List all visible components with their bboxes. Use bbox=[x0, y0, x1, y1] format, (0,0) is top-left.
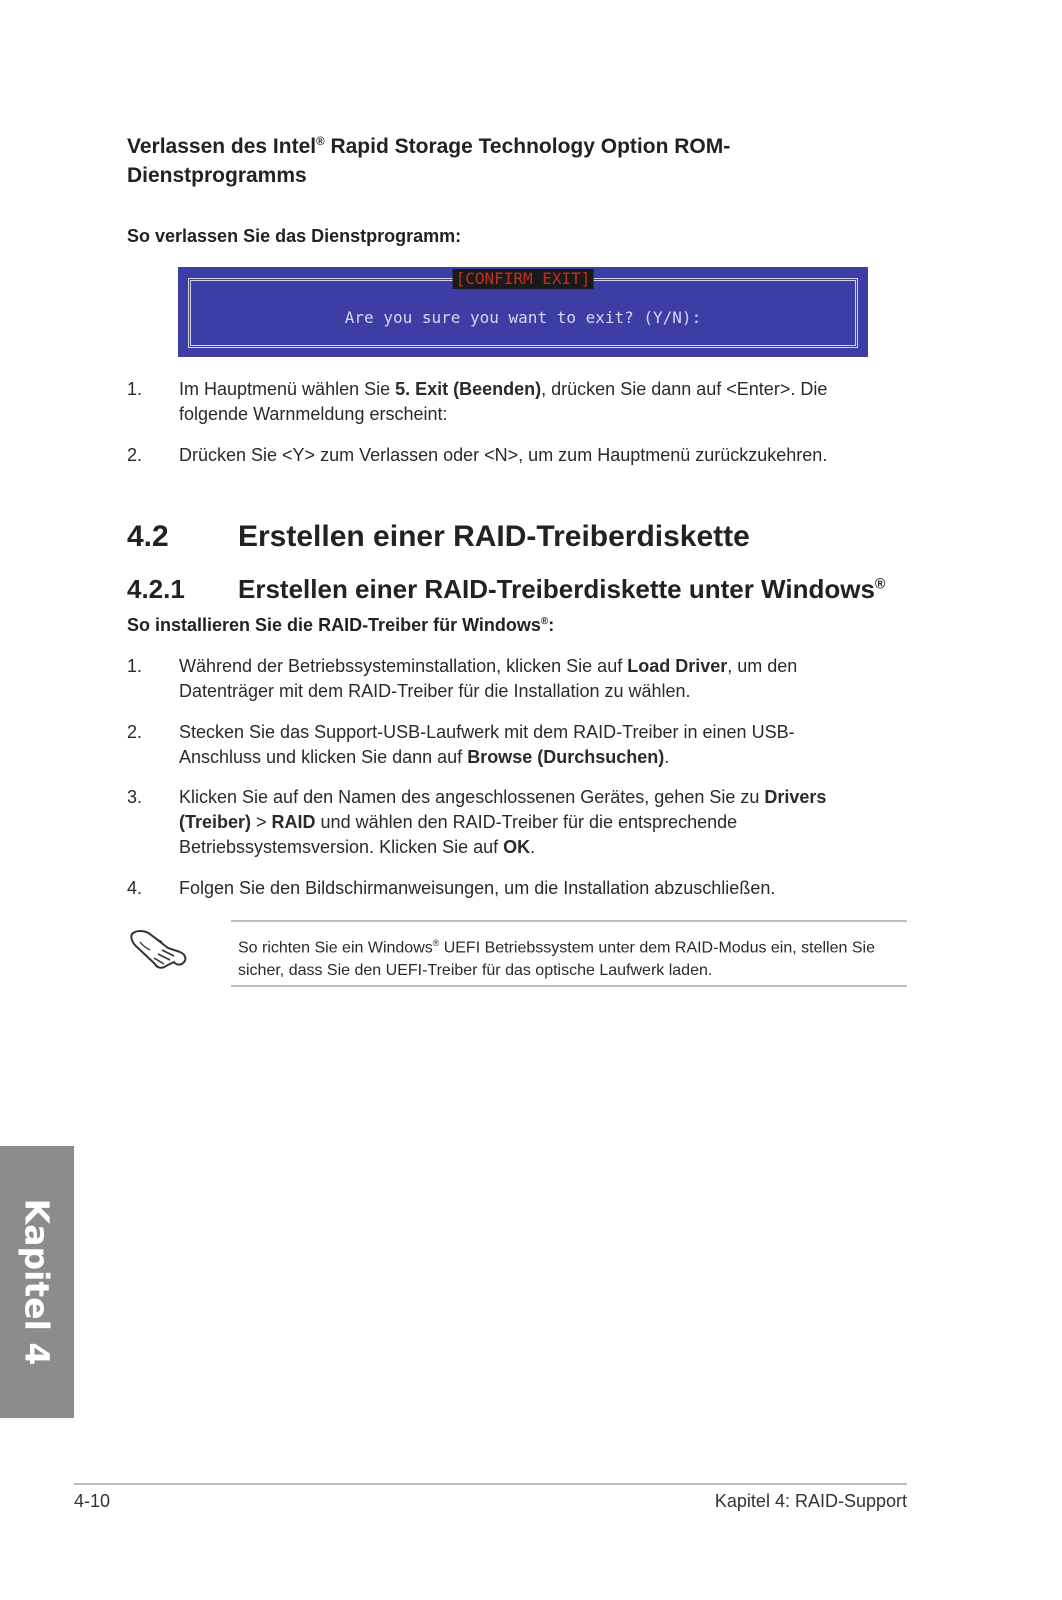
section-title: Verlassen des Intel® Rapid Storage Technology Option ROM- Dienstprogramms bbox=[127, 135, 731, 187]
hand-note-icon bbox=[128, 926, 190, 974]
exit-subheading: So verlassen Sie das Dienstprogramm: bbox=[127, 226, 462, 246]
console-message: Are you sure you want to exit? (Y/N): bbox=[344, 308, 702, 327]
footer-rule bbox=[74, 1483, 907, 1485]
list-item: 1. Während der Betriebssysteminstallation, klicken Sie auf Load Driver, um den Datenträger mit dem RAID-Treiber für die Installation zu wählen. bbox=[127, 656, 798, 701]
note-bottom-rule bbox=[231, 985, 907, 987]
list-item: 4. Folgen Sie den Bildschirmanweisungen, um die Installation abzuschließen. bbox=[127, 878, 776, 898]
footer-chapter: Kapitel 4: RAID-Support bbox=[714, 1491, 907, 1511]
note-top-rule bbox=[231, 920, 907, 922]
heading-4-2-1: 4.2.1 Erstellen einer RAID-Treiberdiskette unter Windows® bbox=[127, 574, 886, 604]
heading-4-2: 4.2 Erstellen einer RAID-Treiberdiskette bbox=[127, 520, 750, 553]
console-title: [CONFIRM EXIT] bbox=[453, 269, 594, 289]
install-subheading: So installieren Sie die RAID-Treiber für Windows®: bbox=[127, 615, 555, 635]
chapter-side-tab bbox=[0, 1146, 74, 1418]
list-item: 2. Drücken Sie <Y> zum Verlassen oder <N>, um zum Hauptmenü zurückzukehren. bbox=[127, 445, 828, 465]
note-text: So richten Sie ein Windows® UEFI Betriebssystem unter dem RAID-Modus ein, stellen Sie sicher, dass Sie den UEFI-Treiber für das optische Laufwerk laden. bbox=[238, 938, 875, 980]
page-number: 4-10 bbox=[74, 1491, 111, 1511]
list-item: 3. Klicken Sie auf den Namen des angeschlossenen Gerätes, gehen Sie zu Drivers (Treiber) > RAID und wählen den RAID-Treiber für die entsprechende Betriebssystemsversion. Klicken Sie auf OK. bbox=[127, 787, 827, 857]
list-item: 1. Im Hauptmenü wählen Sie 5. Exit (Beenden), drücken Sie dann auf <Enter>. Die folgende Warnmeldung erscheint: bbox=[127, 379, 828, 424]
chapter-tab-label: Kapitel 4 bbox=[17, 1198, 57, 1366]
list-item: 2. Stecken Sie das Support-USB-Laufwerk mit dem RAID-Treiber in einen USB-Anschluss und klicken Sie dann auf Browse (Durchsuchen). bbox=[127, 722, 795, 767]
confirm-exit-console bbox=[178, 267, 868, 357]
